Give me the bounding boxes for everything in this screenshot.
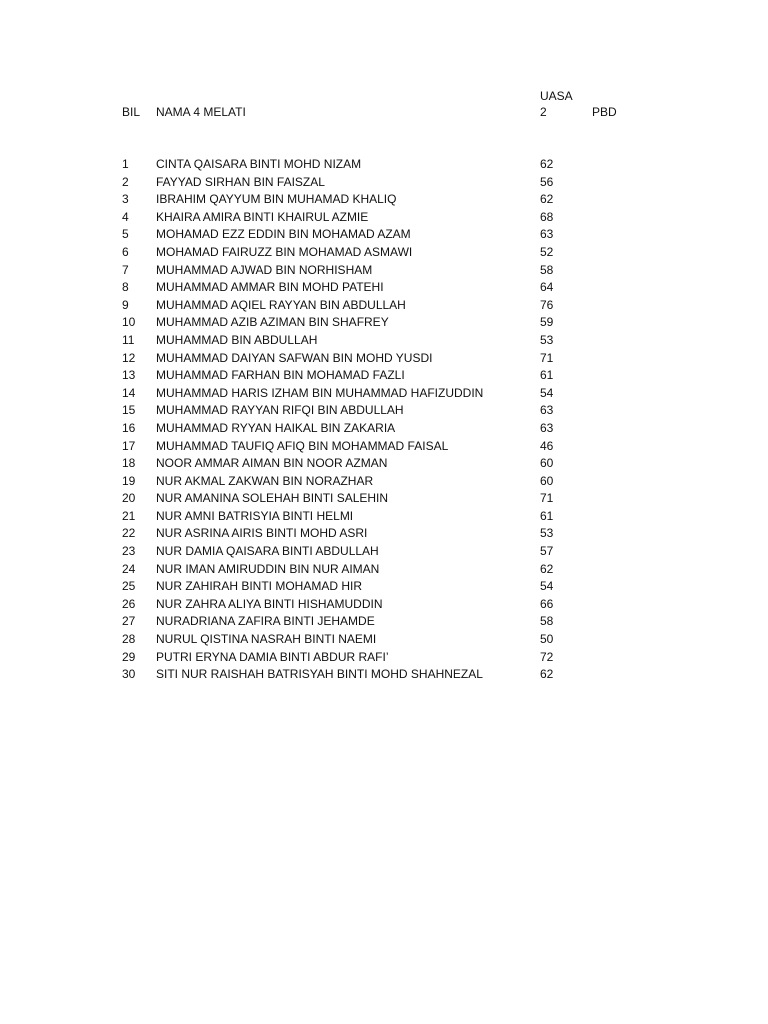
- table-row: [0, 420, 768, 438]
- student-name: NURADRIANA ZAFIRA BINTI JEHAMDE: [156, 614, 375, 629]
- student-name: NUR AKMAL ZAKWAN BIN NORAZHAR: [156, 473, 374, 488]
- student-name: NUR AMNI BATRISYIA BINTI HELMI: [156, 508, 354, 523]
- uasa-score: 54: [540, 579, 554, 594]
- student-name: NUR ZAHIRAH BINTI MOHAMAD HIR: [156, 579, 363, 594]
- row-number: 13: [122, 368, 136, 383]
- uasa-score: 52: [540, 244, 554, 259]
- row-number: 30: [122, 667, 136, 682]
- row-number: 15: [122, 403, 136, 418]
- table-row: [0, 156, 768, 174]
- student-name: MUHAMMAD AZIB AZIMAN BIN SHAFREY: [156, 315, 389, 330]
- uasa-score: 71: [540, 350, 554, 365]
- row-number: 28: [122, 632, 136, 647]
- uasa-score: 54: [540, 385, 554, 400]
- table-row: [0, 613, 768, 631]
- student-name: NUR AMANINA SOLEHAH BINTI SALEHIN: [156, 491, 389, 506]
- uasa-score: 68: [540, 209, 554, 224]
- table-row: [0, 561, 768, 579]
- row-number: 6: [122, 244, 129, 259]
- table-row: [0, 525, 768, 543]
- table-row: [0, 350, 768, 368]
- row-number: 20: [122, 491, 136, 506]
- student-name: NUR ZAHRA ALIYA BINTI HISHAMUDDIN: [156, 596, 383, 611]
- student-name: NUR DAMIA QAISARA BINTI ABDULLAH: [156, 544, 379, 559]
- row-number: 10: [122, 315, 136, 330]
- uasa-score: 62: [540, 561, 554, 576]
- student-name: MUHAMMAD TAUFIQ AFIQ BIN MOHAMMAD FAISAL: [156, 438, 449, 453]
- header-uasa-line1: UASA: [540, 89, 573, 103]
- student-name: CINTA QAISARA BINTI MOHD NIZAM: [156, 157, 362, 171]
- student-name: MUHAMMAD HARIS IZHAM BIN MUHAMMAD HAFIZUDDIN: [156, 385, 484, 400]
- row-number: 25: [122, 579, 136, 594]
- table-row: [0, 438, 768, 456]
- table-row: [0, 543, 768, 561]
- row-number: 4: [122, 209, 129, 224]
- table-row: [0, 244, 768, 262]
- student-name: NUR ASRINA AIRIS BINTI MOHD ASRI: [156, 526, 368, 541]
- row-number: 1: [122, 157, 129, 171]
- uasa-score: 62: [540, 192, 554, 207]
- row-number: 24: [122, 561, 136, 576]
- header-bil: BIL: [122, 105, 141, 119]
- table-row: [0, 666, 768, 684]
- uasa-score: 63: [540, 227, 554, 242]
- row-number: 22: [122, 526, 136, 541]
- table-row: [0, 226, 768, 244]
- student-name: MUHAMMAD AQIEL RAYYAN BIN ABDULLAH: [156, 297, 406, 312]
- student-name: MUHAMMAD BIN ABDULLAH: [156, 332, 318, 347]
- uasa-score: 63: [540, 403, 554, 418]
- table-row: [0, 191, 768, 209]
- uasa-score: 56: [540, 174, 554, 189]
- student-list: [0, 156, 768, 684]
- row-number: 27: [122, 614, 136, 629]
- row-number: 14: [122, 385, 136, 400]
- uasa-score: 62: [540, 667, 554, 682]
- student-name: FAYYAD SIRHAN BIN FAISZAL: [156, 174, 325, 189]
- header-nama: NAMA 4 MELATI: [156, 105, 246, 119]
- table-row: [0, 314, 768, 332]
- table-row: [0, 508, 768, 526]
- table-row: [0, 473, 768, 491]
- student-name: MOHAMAD FAIRUZZ BIN MOHAMAD ASMAWI: [156, 244, 413, 259]
- header-pbd: PBD: [592, 105, 617, 119]
- uasa-score: 64: [540, 280, 554, 295]
- uasa-score: 59: [540, 315, 554, 330]
- student-name: MUHAMMAD AMMAR BIN MOHD PATEHI: [156, 280, 384, 295]
- uasa-score: 58: [540, 262, 554, 277]
- student-name: NUR IMAN AMIRUDDIN BIN NUR AIMAN: [156, 561, 380, 576]
- table-row: [0, 631, 768, 649]
- table-row: [0, 385, 768, 403]
- student-name: KHAIRA AMIRA BINTI KHAIRUL AZMIE: [156, 209, 369, 224]
- table-row: [0, 279, 768, 297]
- row-number: 11: [122, 332, 135, 347]
- uasa-score: 58: [540, 614, 554, 629]
- uasa-score: 66: [540, 596, 554, 611]
- table-row: [0, 402, 768, 420]
- row-number: 29: [122, 649, 136, 664]
- row-number: 26: [122, 596, 136, 611]
- uasa-score: 60: [540, 473, 554, 488]
- student-name: MUHAMMAD FARHAN BIN MOHAMAD FAZLI: [156, 368, 405, 383]
- table-row: [0, 596, 768, 614]
- uasa-score: 61: [540, 508, 554, 523]
- row-number: 7: [122, 262, 129, 277]
- student-name: IBRAHIM QAYYUM BIN MUHAMAD KHALIQ: [156, 192, 397, 207]
- student-name: NOOR AMMAR AIMAN BIN NOOR AZMAN: [156, 456, 388, 471]
- student-name: MUHAMMAD RYYAN HAIKAL BIN ZAKARIA: [156, 420, 396, 435]
- table-row: [0, 367, 768, 385]
- uasa-score: 50: [540, 632, 554, 647]
- row-number: 2: [122, 174, 129, 189]
- uasa-score: 57: [540, 544, 554, 559]
- header-uasa-line2: 2: [540, 105, 547, 119]
- student-name: PUTRI ERYNA DAMIA BINTI ABDUR RAFI’: [156, 649, 389, 664]
- uasa-score: 76: [540, 297, 554, 312]
- uasa-score: 62: [540, 157, 554, 171]
- student-name: MUHAMMAD RAYYAN RIFQI BIN ABDULLAH: [156, 403, 404, 418]
- row-number: 16: [122, 420, 136, 435]
- uasa-score: 53: [540, 526, 554, 541]
- row-number: 17: [122, 438, 136, 453]
- row-number: 9: [122, 297, 129, 312]
- row-number: 3: [122, 192, 129, 207]
- uasa-score: 46: [540, 438, 554, 453]
- row-number: 8: [122, 280, 129, 295]
- table-row: [0, 262, 768, 280]
- uasa-score: 71: [540, 491, 554, 506]
- row-number: 5: [122, 227, 129, 242]
- table-row: [0, 174, 768, 192]
- table-row: [0, 332, 768, 350]
- uasa-score: 63: [540, 420, 554, 435]
- table-row: [0, 297, 768, 315]
- student-name: SITI NUR RAISHAH BATRISYAH BINTI MOHD SHAHNEZAL: [156, 667, 483, 682]
- uasa-score: 61: [540, 368, 554, 383]
- table-row: [0, 209, 768, 227]
- table-row: [0, 455, 768, 473]
- uasa-score: 60: [540, 456, 554, 471]
- student-name: MUHAMMAD DAIYAN SAFWAN BIN MOHD YUSDI: [156, 350, 433, 365]
- student-name: MOHAMAD EZZ EDDIN BIN MOHAMAD AZAM: [156, 227, 411, 242]
- uasa-score: 72: [540, 649, 554, 664]
- row-number: 21: [122, 508, 136, 523]
- table-row: [0, 490, 768, 508]
- row-number: 19: [122, 473, 136, 488]
- uasa-score: 53: [540, 332, 554, 347]
- row-number: 12: [122, 350, 136, 365]
- student-name: NURUL QISTINA NASRAH BINTI NAEMI: [156, 632, 377, 647]
- row-number: 23: [122, 544, 136, 559]
- table-row: [0, 578, 768, 596]
- student-name: MUHAMMAD AJWAD BIN NORHISHAM: [156, 262, 373, 277]
- table-row: [0, 649, 768, 667]
- row-number: 18: [122, 456, 136, 471]
